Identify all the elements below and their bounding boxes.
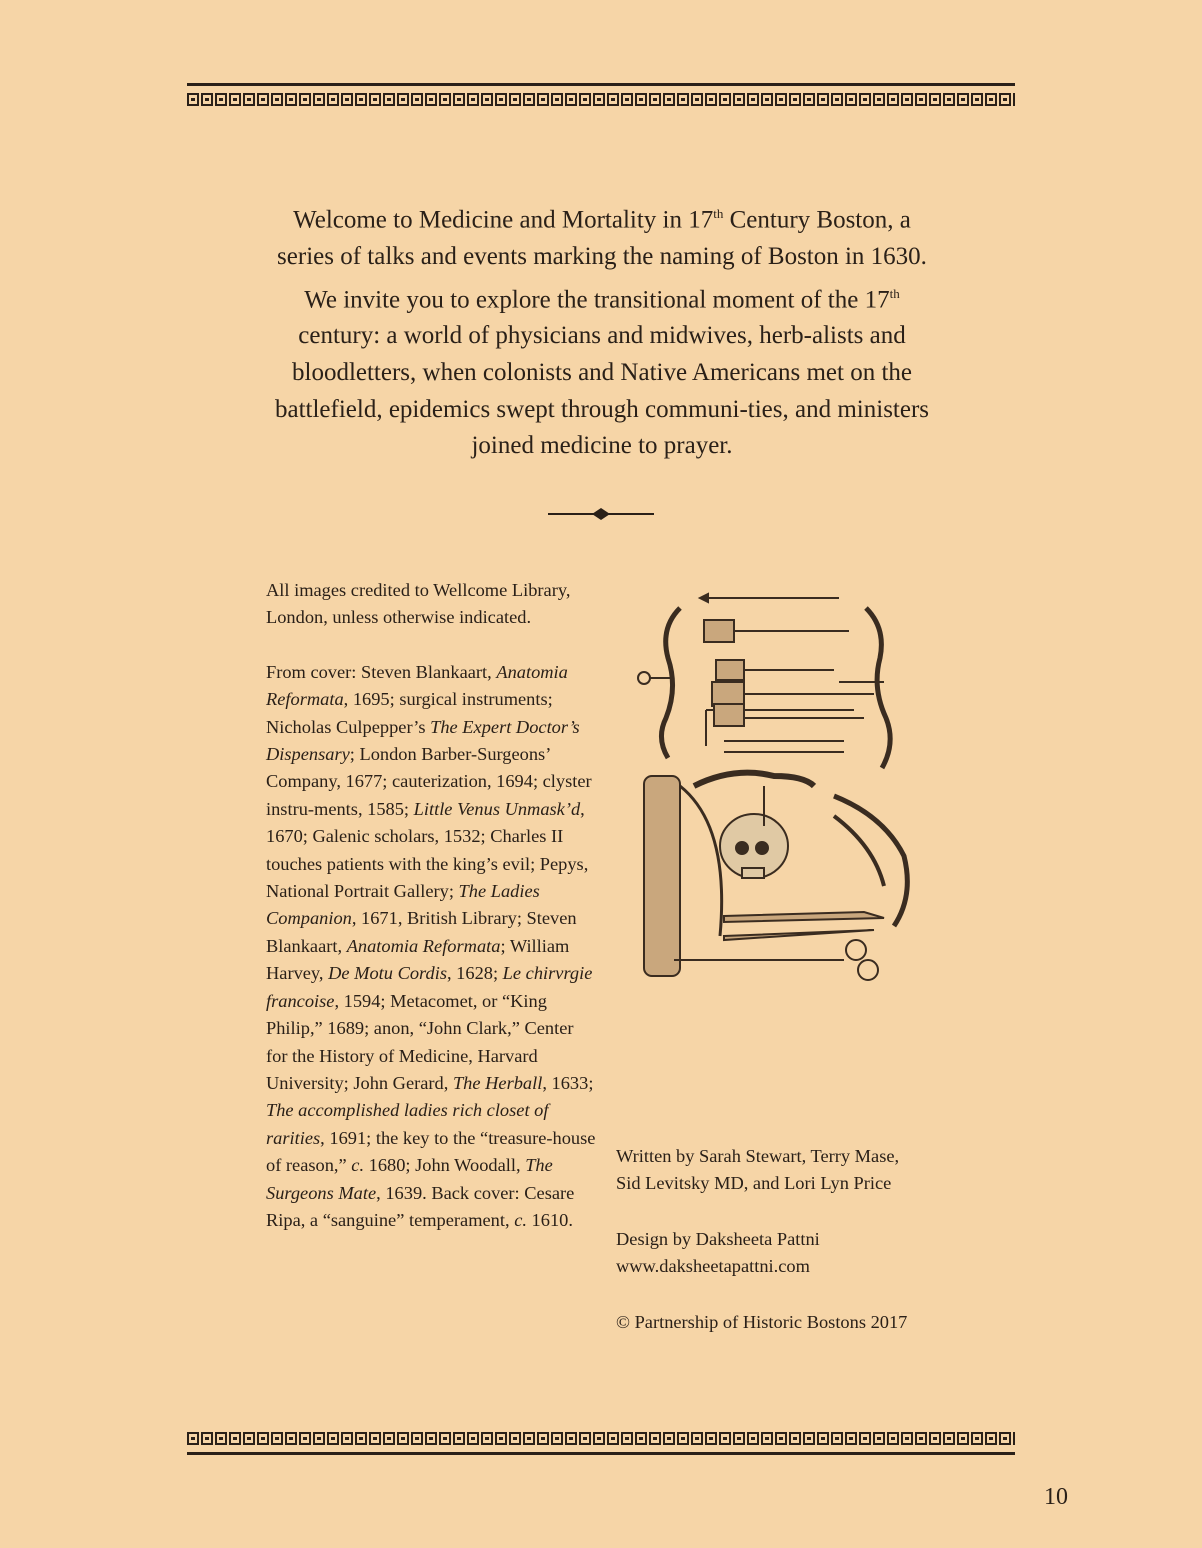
bottom-border-pattern <box>187 1432 1015 1445</box>
intro-paragraph: Welcome to Medicine and Mortality in 17th Century Boston, a series of talks and events marking the naming of Boston in 1630. We invite you to explore the transitional moment of the 17th century: a world of physicians and midwives, herb-alists and bloodletters, when colonists and Native Americans met on the battlefield, epidemics swept through communi-ties, and ministers joined medicine to prayer. <box>274 206 930 460</box>
bottom-decorative-border <box>187 1432 1015 1455</box>
credits-general: All images credited to Wellcome Library, London, unless otherwise indicated. <box>266 580 571 628</box>
authors-credit: Written by Sarah Stewart, Terry Mase, Sid Levitsky MD, and Lori Lyn Price <box>616 1146 900 1193</box>
top-decorative-border <box>187 83 1015 106</box>
designer-website-link[interactable]: www.daksheetapattni.com <box>616 1256 810 1276</box>
colophon <box>616 1143 976 1365</box>
design-credit: Design by Daksheeta Pattni www.daksheetapattni.com <box>616 1226 976 1280</box>
bottom-border-rule <box>187 1452 1015 1455</box>
diamond-rule-ornament <box>548 506 654 522</box>
image-credits <box>266 577 596 1261</box>
copyright-notice: © Partnership of Historic Bostons 2017 <box>616 1312 908 1332</box>
top-border-pattern <box>187 93 1015 106</box>
page-number: 10 <box>1044 1484 1068 1510</box>
top-border-rule <box>187 83 1015 86</box>
surgical-instruments-engraving <box>634 586 924 988</box>
credits-list: From cover: Steven Blankaart, Anatomia Reformata, 1695; surgical instruments; Nicholas Culpepper’s The Expert Doctor’s Dispensary; London Barber-Surgeons’ Company, 1677; cauterization, 1694; clyster instru-ments, 1585; Little Venus Unmask’d, 1670; Galenic scholars, 1532; Charles II touches patients with the king’s evil; Pepys, National Portrait Gallery; The Ladies Companion, 1671, British Library; Steven Blankaart, Anatomia Reformata; William Harvey, De Motu Cordis, 1628; Le chirvrgie francoise, 1594; Metacomet, or “King Philip,” 1689; anon, “John Clark,” Center for the History of Medicine, Harvard University; John Gerard, The Herball, 1633; The accomplished ladies rich closet of rarities, 1691; the key to the “treasure-house of reason,” c. 1680; John Woodall, The Surgeons Mate, 1639. Back cover: Cesare Ripa, a “sanguine” temperament, c. 1610. <box>266 661 596 1230</box>
